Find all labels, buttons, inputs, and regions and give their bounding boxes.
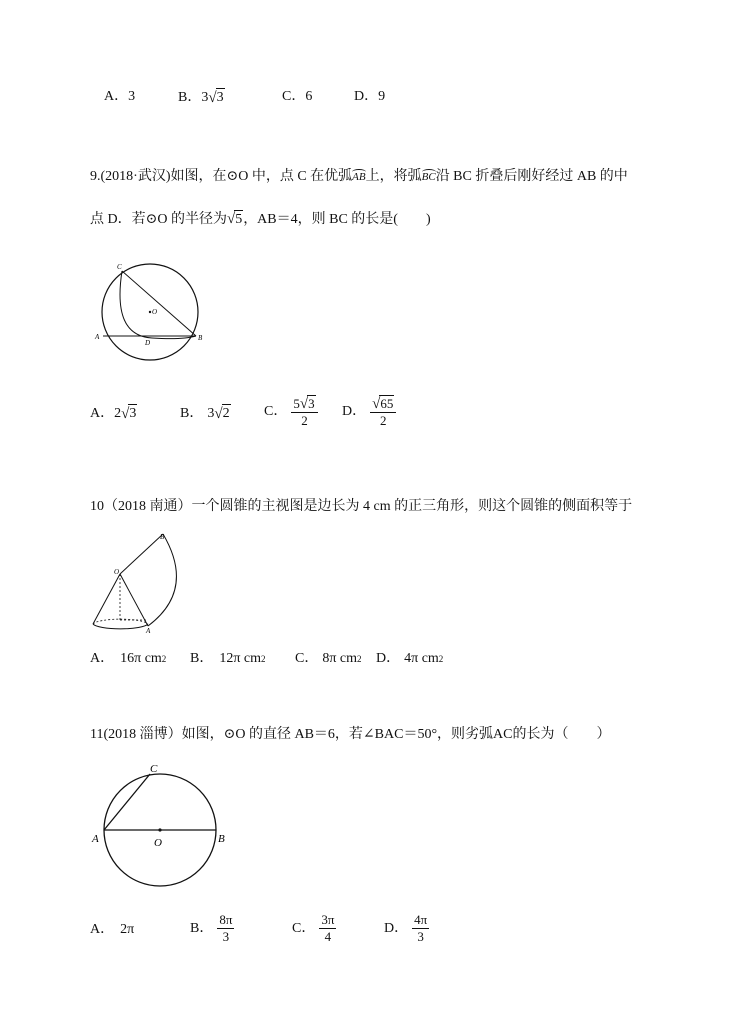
q10-label-a: A xyxy=(146,627,151,635)
q9-label-a: A xyxy=(95,333,100,341)
q10-base-front xyxy=(93,624,148,629)
q10-question: 10（2018 南通）一个圆锥的主视图是边长为 4 cm 的正三角形，则这个圆锥的侧面积等于 xyxy=(90,499,633,514)
q10-option-b[interactable]: B． 12π cm 2 xyxy=(190,651,266,666)
q10-sector-arc xyxy=(148,534,176,626)
q9-option-c[interactable]: C． $\frac{5√3}{2}$ xyxy=(264,395,318,429)
q11-option-d-fraction: $\frac{4\pi}{3}$ xyxy=(414,912,428,944)
q11-option-c[interactable]: C． $\frac{3\pi}{4}$ xyxy=(292,912,335,944)
q10-option-c[interactable]: C． 8π cm 2 xyxy=(295,651,362,666)
q11-label-o: O xyxy=(154,837,162,849)
q9-label-b: B xyxy=(198,334,203,342)
q11-option-c-fraction: $\frac{3\pi}{4}$ xyxy=(321,912,335,944)
q10-label-b: B xyxy=(160,533,165,541)
q8-option-d[interactable]: D． 9 xyxy=(354,89,386,104)
q9-question-line2: 点 D．若⊙O 的半径为√5，AB＝4，则 BC 的长是( ) xyxy=(90,211,431,227)
q10-label-o: O xyxy=(114,568,120,576)
arc-ab-label: AB xyxy=(352,171,366,183)
q8-option-a[interactable]: A． 3 xyxy=(104,89,136,104)
q8-option-b[interactable]: B． 3 √ 3 xyxy=(178,89,224,106)
q9-question-line1: 9.(2018·武汉)如图，在⊙O 中，点 C 在优弧AB上，将弧BC沿 BC 折叠后刚好经过 AB 的中 xyxy=(90,169,628,184)
q11-option-b[interactable]: B． $\frac{8\pi}{3}$ xyxy=(190,912,233,944)
q9-label-c: C xyxy=(117,263,122,271)
q11-center-point xyxy=(158,828,161,831)
q9-label-o: O xyxy=(152,308,158,316)
q9-option-a[interactable]: A． 2 √ 3 xyxy=(90,405,137,422)
q11-label-a: A xyxy=(92,833,99,845)
q10-option-d[interactable]: D． 4π cm 2 xyxy=(376,651,444,666)
q11-figure xyxy=(88,758,238,890)
q11-label-c: C xyxy=(150,763,158,775)
q11-option-d[interactable]: D． $\frac{4\pi}{3}$ xyxy=(384,912,428,944)
q11-option-b-fraction: $\frac{8\pi}{3}$ xyxy=(219,912,233,944)
q9-option-b[interactable]: B． 3 √ 2 xyxy=(180,405,230,422)
q10-cone-edge-right xyxy=(120,574,148,626)
q10-sector-radius-ob xyxy=(120,534,163,574)
arc-bc-label: BC xyxy=(421,171,436,183)
q9-center-point xyxy=(149,311,151,313)
q9-chord-bc xyxy=(122,271,196,336)
q9-option-d-fraction: $\frac{√65}{2}$ xyxy=(370,395,396,429)
q9-option-d[interactable]: D． $\frac{√65}{2}$ xyxy=(342,395,396,429)
q9-option-c-fraction: $\frac{5√3}{2}$ xyxy=(291,395,317,429)
q8-option-c[interactable]: C． 6 xyxy=(282,89,313,104)
q11-option-a[interactable]: A． 2π xyxy=(90,922,135,937)
q10-figure xyxy=(88,530,188,636)
q11-label-b: B xyxy=(218,833,225,845)
q10-option-a[interactable]: A． 16π cm 2 xyxy=(90,651,167,666)
q9-figure xyxy=(92,258,212,368)
q11-question: 11(2018 淄博）如图，⊙O 的直径 AB＝6，若∠BAC＝50°，则劣弧AC的长为（ ） xyxy=(90,727,611,742)
q10-cone-edge-left xyxy=(93,574,120,624)
q9-folded-arc xyxy=(120,271,196,339)
q9-label-d: D xyxy=(145,339,151,347)
